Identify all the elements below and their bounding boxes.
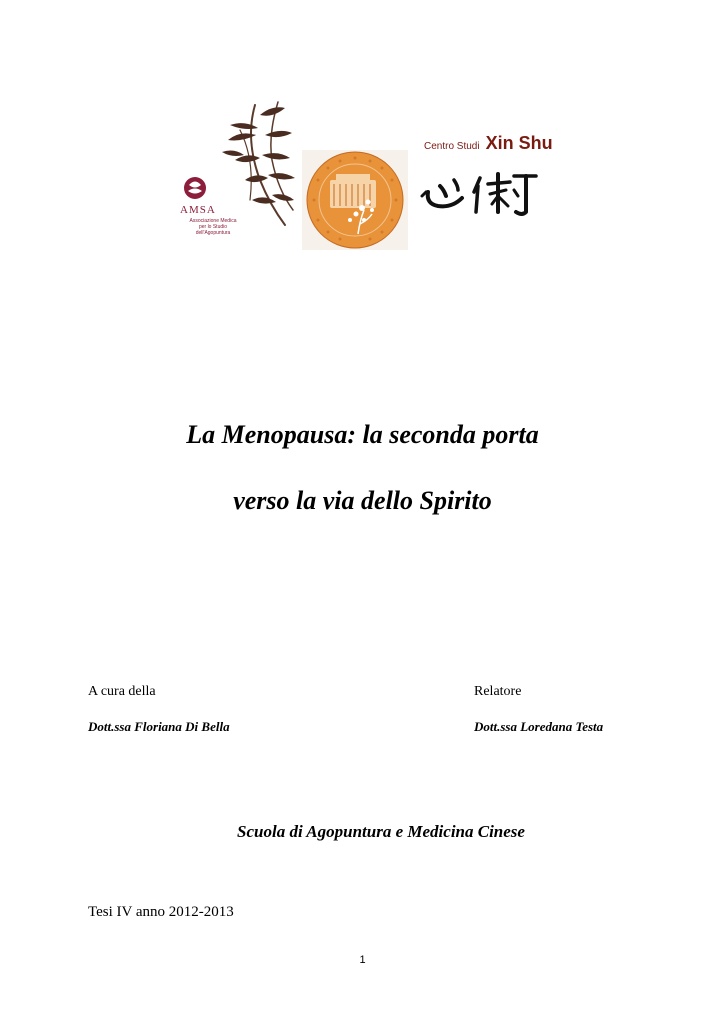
school-name: Scuola di Agopuntura e Medicina Cinese bbox=[237, 822, 525, 841]
seal-icon bbox=[302, 150, 408, 250]
xinshu-name: Xin Shu bbox=[485, 133, 553, 153]
supervisor-name: Dott.ssa Loredana Testa bbox=[474, 719, 604, 734]
thesis-year: Tesi IV anno 2012-2013 bbox=[88, 904, 234, 920]
thesis-title-line-1: La Menopausa: la seconda porta bbox=[186, 420, 539, 449]
author-label: A cura della bbox=[88, 684, 156, 699]
supervisor-label: Relatore bbox=[474, 684, 522, 699]
xinshu-header bbox=[424, 133, 553, 154]
thesis-title-line-2: verso la via dello Spirito bbox=[233, 486, 492, 515]
amsa-title: AMSA bbox=[180, 204, 216, 216]
xinshu-prefix: Centro Studi bbox=[424, 141, 480, 152]
xinshu-logo bbox=[418, 132, 553, 217]
page-number: 1 bbox=[359, 954, 366, 966]
xinshu-calligraphy-icon bbox=[418, 162, 553, 222]
amsa-subtitle: Associazione Medica per lo Studio dell'Agopuntura bbox=[189, 218, 237, 236]
amsa-logo bbox=[160, 100, 300, 245]
author-name: Dott.ssa Floriana Di Bella bbox=[88, 719, 230, 734]
school-seal bbox=[302, 150, 408, 250]
